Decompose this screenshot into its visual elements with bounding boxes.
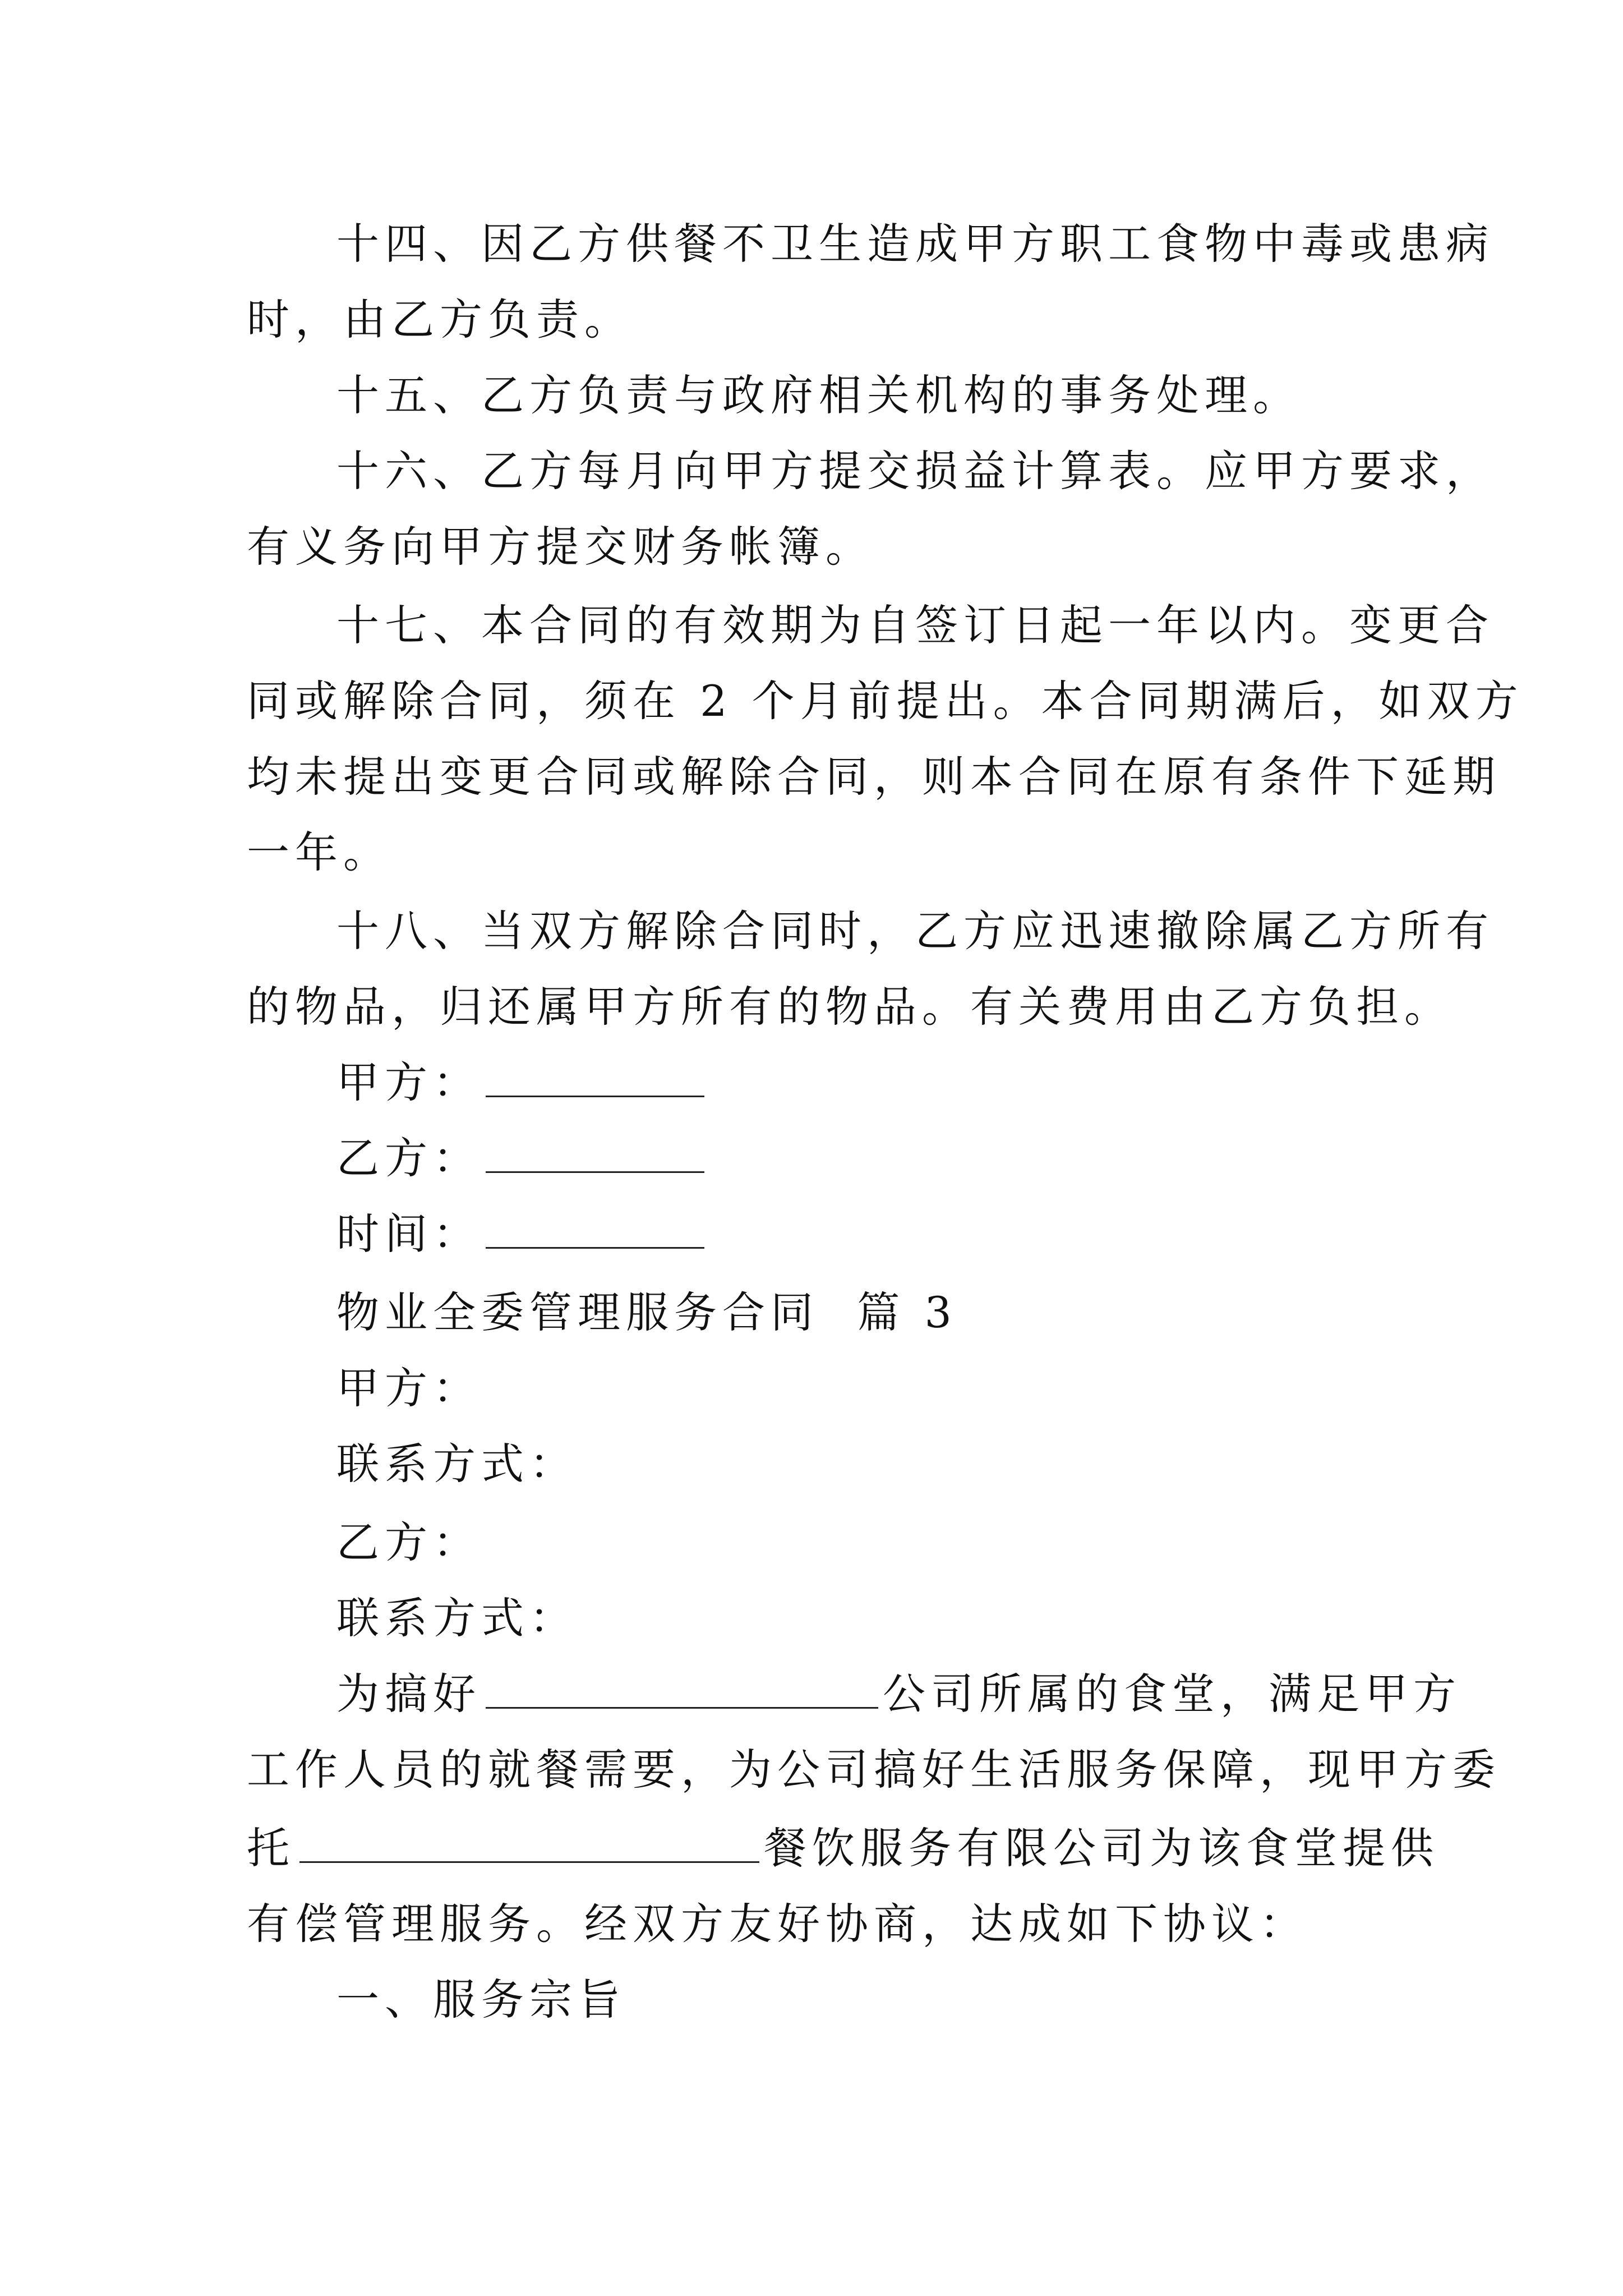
signature-party-b-label: 乙方： (336, 1133, 481, 1183)
clause-14-line-2: 时，由乙方负责。 (247, 295, 633, 344)
clause-17-line-2: 同或解除合同，须在 2 个月前提出。本合同期满后，如双方 (247, 676, 1524, 726)
clause-15: 十五、乙方负责与政府相关机构的事务处理。 (336, 370, 1301, 420)
clause-17-line-3: 均未提出变更合同或解除合同，则本合同在原有条件下延期 (247, 752, 1501, 802)
intro-line-2: 工作人员的就餐需要，为公司搞好生活服务保障，现甲方委 (247, 1745, 1501, 1795)
intro-line-1 (336, 1666, 1461, 1722)
intro-line-1-prefix: 为搞好 (336, 1669, 481, 1719)
heading-service-purpose: 一、服务宗旨 (336, 1975, 626, 2024)
section-title: 物业全委管理服务合同 篇 3 (336, 1287, 957, 1337)
clause-16-line-1: 十六、乙方每月向甲方提交损益计算表。应甲方要求， (336, 446, 1494, 496)
signature-party-b-blank[interactable] (486, 1132, 704, 1173)
clause-14-line-1: 十四、因乙方供餐不卫生造成甲方职工食物中毒或患病 (336, 219, 1494, 269)
intro-line-4: 有偿管理服务。经双方友好协商，达成如下协议： (247, 1899, 1308, 1949)
party-a-label: 甲方： (336, 1363, 481, 1413)
intro-line-3-prefix: 托 (247, 1823, 295, 1873)
party-b-contact-label: 联系方式： (336, 1593, 578, 1643)
catering-company-blank[interactable] (299, 1822, 759, 1863)
signature-party-a-label: 甲方： (336, 1057, 481, 1107)
signature-time-label: 时间： (336, 1209, 481, 1259)
signature-time (336, 1206, 709, 1262)
intro-line-3 (247, 1820, 1439, 1876)
signature-time-blank[interactable] (486, 1208, 704, 1249)
clause-18-line-2: 的物品，归还属甲方所有的物品。有关费用由乙方负担。 (247, 982, 1453, 1032)
party-b-label: 乙方： (336, 1517, 481, 1567)
clause-17-line-4: 一年。 (247, 827, 391, 877)
intro-line-1-suffix: 公司所属的食堂，满足甲方 (883, 1669, 1461, 1719)
signature-party-a-blank[interactable] (486, 1056, 704, 1097)
party-a-contact-label: 联系方式： (336, 1439, 578, 1489)
clause-16-line-2: 有义务向甲方提交财务帐簿。 (247, 522, 874, 572)
company-name-blank[interactable] (486, 1668, 878, 1709)
signature-party-a (336, 1055, 709, 1111)
clause-18-line-1: 十八、当双方解除合同时，乙方应迅速撤除属乙方所有 (336, 906, 1494, 956)
clause-17-line-1: 十七、本合同的有效期为自签订日起一年以内。变更合 (336, 600, 1494, 650)
signature-party-b (336, 1130, 709, 1186)
intro-line-3-suffix: 餐饮服务有限公司为该食堂提供 (764, 1823, 1439, 1873)
